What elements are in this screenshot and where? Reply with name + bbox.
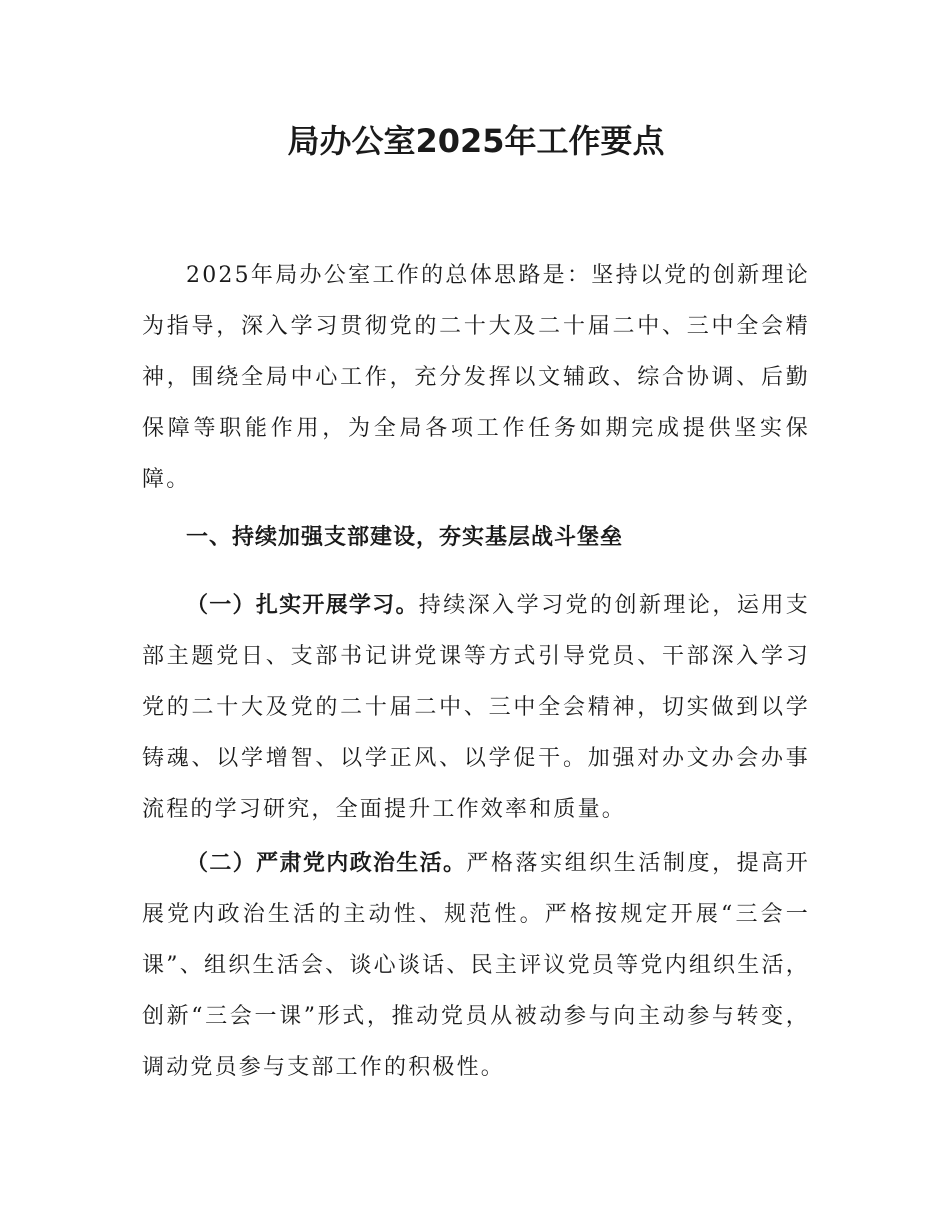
section-heading: 一、持续加强支部建设，夯实基层战斗堡垒 [186, 525, 624, 550]
item-body-1: 持续深入学习党的创新理论，运用支部主题党日、支部书记讲党课等方式引导党员、干部深入学习党的二十大及党的二十届二中、三中全会精神，切实做到以学铸魂、以学增智、以学正风、以学促干。加强对办文办会办事流程的学习研究，全面提升工作效率和质量。 [142, 593, 810, 822]
intro-paragraph: 2025年局办公室工作的总体思路是：坚持以党的创新理论为指导，深入学习贯彻党的二十大及二十届二中、三中全会精神，围绕全局中心工作，充分发挥以文辅政、综合协调、后勤保障等职能作用，为全局各项工作任务如期完成提供坚实保障。 [142, 263, 810, 492]
item-lead-1: （一）扎实开展学习。 [186, 593, 419, 618]
item-lead-2: （二）严肃党内政治生活。 [186, 851, 467, 876]
item-paragraph-2 [142, 838, 810, 1093]
document-title: 局办公室2025年工作要点 [287, 122, 665, 160]
item-body-2: 严格落实组织生活制度，提高开展党内政治生活的主动性、规范性。严格按规定开展“三会一课”、组织生活会、谈心谈话、民主评议党员等党内组织生活，创新“三会一课”形式，推动党员从被动参与向主动参与转变，调动党员参与支部工作的积极性。 [142, 851, 810, 1080]
item-paragraph-1 [142, 580, 810, 835]
